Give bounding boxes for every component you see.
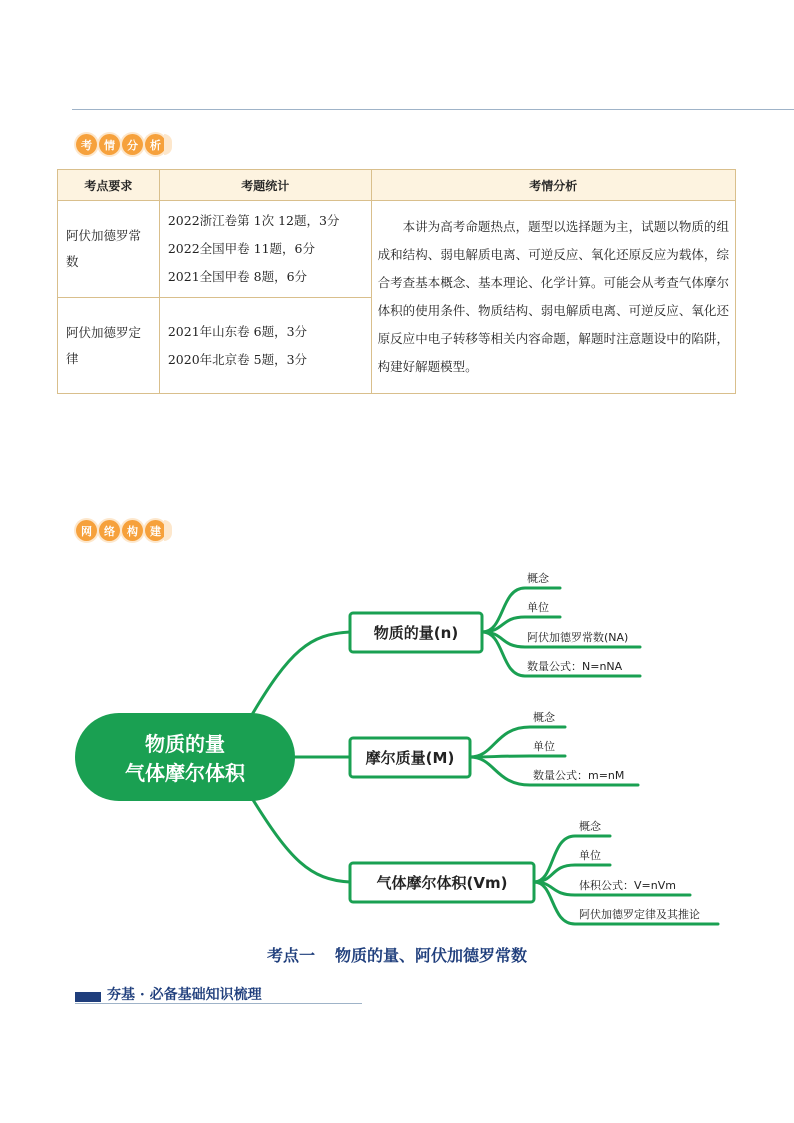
leaf-label: 概念 xyxy=(533,711,555,724)
branch-label: 物质的量(n) xyxy=(373,624,459,642)
kaodian-title xyxy=(0,943,794,966)
leaf-label: 单位 xyxy=(533,740,555,753)
badge-char: 情 xyxy=(99,134,120,155)
heading-bar xyxy=(75,992,101,1002)
subsection-heading xyxy=(75,984,262,1004)
leaf-label: 阿伏加德罗常数(NA) xyxy=(527,631,629,644)
leaf-label: 阿伏加德罗定律及其推论 xyxy=(579,908,700,921)
center-title-line1: 物质的量 xyxy=(145,732,225,756)
kaodian-name: 物质的量、阿伏加德罗常数 xyxy=(335,946,528,965)
badge-char: 析 xyxy=(145,134,166,155)
subsection-label: 夯基 · 必备基础知识梳理 xyxy=(107,987,262,1003)
badge-char: 考 xyxy=(76,134,97,155)
stat-line: 2021年山东卷 6题，3分 xyxy=(167,323,308,339)
branch-label: 气体摩尔体积(Vm) xyxy=(376,874,508,892)
badge-char: 构 xyxy=(122,520,143,541)
stat-line: 2022全国甲卷 11题，6分 xyxy=(167,241,316,256)
leaf-label: 单位 xyxy=(527,601,549,614)
center-title-line2: 气体摩尔体积 xyxy=(125,761,245,785)
requirement-cell: 阿伏加德罗定律 xyxy=(58,298,160,394)
leaf-label: 数量公式：m=nM xyxy=(533,769,625,782)
leaf-label: 单位 xyxy=(579,849,601,862)
leaf-label: 概念 xyxy=(579,820,601,833)
table-header: 考点要求 xyxy=(58,170,160,201)
kaodian-prefix: 考点一 xyxy=(266,946,315,965)
stat-line: 2022浙江卷第 1次 12题，3分 xyxy=(167,213,340,228)
badge-char: 网 xyxy=(76,520,97,541)
table-header: 考情分析 xyxy=(371,170,735,201)
subsection-divider xyxy=(75,1003,362,1004)
badge-char: 分 xyxy=(122,134,143,155)
stat-line: 2021全国甲卷 8题，6分 xyxy=(167,269,308,284)
center-node xyxy=(75,713,295,801)
badge-char: 建 xyxy=(145,520,166,541)
stat-line: 2020年北京卷 5题，3分 xyxy=(167,351,308,367)
table-header: 考题统计 xyxy=(159,170,371,201)
leaf-label: 体积公式：V=nVm xyxy=(579,879,676,892)
badge-char: 络 xyxy=(99,520,120,541)
branch-label: 摩尔质量(M) xyxy=(365,749,455,767)
analysis-cell: 本讲为高考命题热点，题型以选择题为主，试题以物质的组成和结构、弱电解质电离、可逆反应、氧化还原反应为载体，综合考查基本概念、基本理论、化学计算。可能会从考查气体摩尔体积的使用条件、物质结构、弱电解质电离、可逆反应、氧化还原反应中电子转移等相关内容命题，解题时注意题设中的陷阱，构建好解题模型。 xyxy=(371,201,735,394)
leaf-label: 数量公式：N=nNA xyxy=(527,660,623,673)
leaf-label: 概念 xyxy=(527,572,549,585)
requirement-cell: 阿伏加德罗常数 xyxy=(58,201,160,298)
